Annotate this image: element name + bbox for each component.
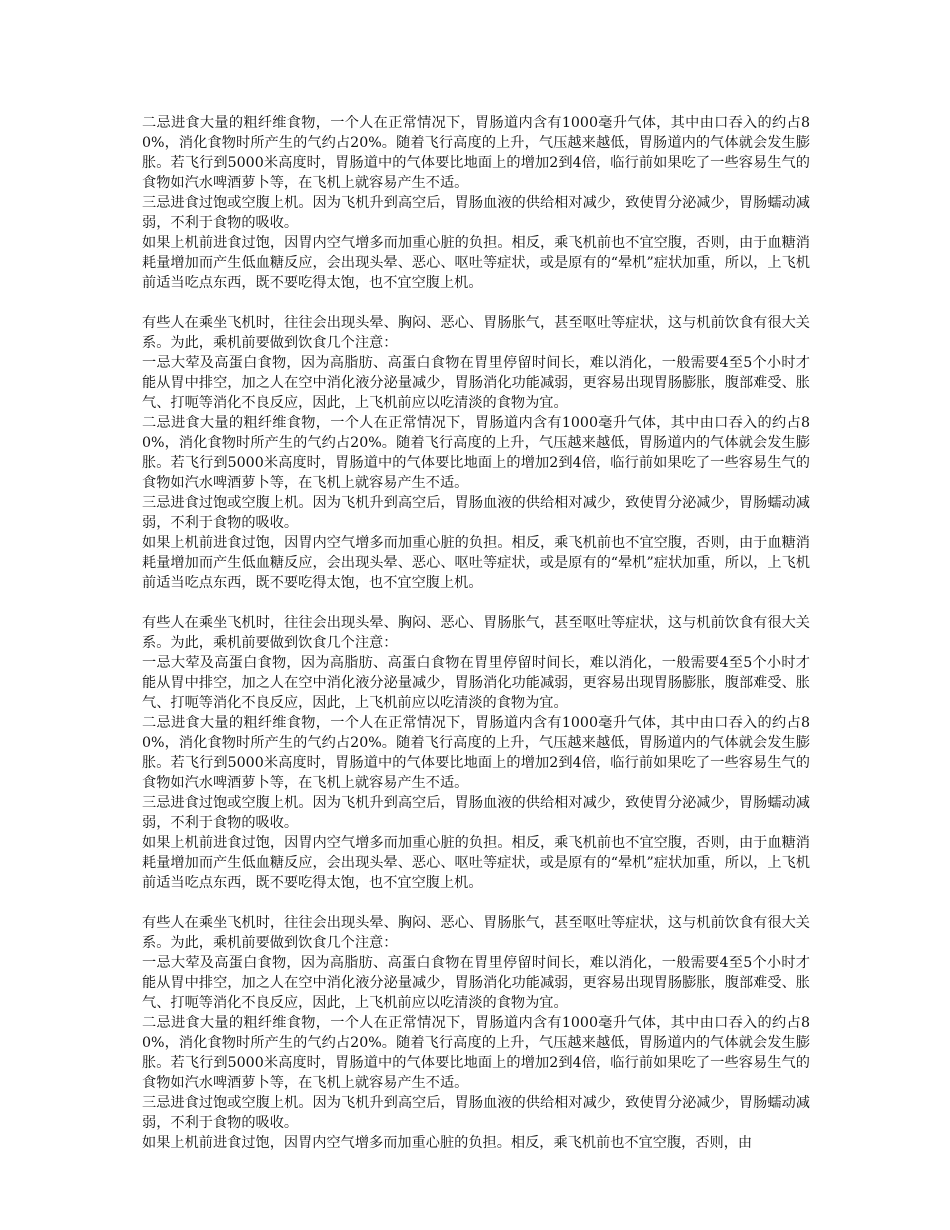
paragraph: 有些人在乘坐飞机时，往往会出现头晕、胸闷、恶心、胃肠胀气，甚至呕吐等症状，这与机前饮食有很大关系。为此，乘机前要做到饮食几个注意： bbox=[142, 315, 810, 351]
paragraph: 有些人在乘坐飞机时，往往会出现头晕、胸闷、恶心、胃肠胀气，甚至呕吐等症状，这与机前饮食有很大关系。为此，乘机前要做到饮食几个注意： bbox=[142, 915, 810, 951]
paragraph: 三忌进食过饱或空腹上机。因为飞机升到高空后，胃肠血液的供给相对减少，致使胃分泌减少，胃肠蠕动减弱，不利于食物的吸收。 bbox=[142, 495, 810, 531]
paragraph: 二忌进食大量的粗纤维食物，一个人在正常情况下，胃肠道内含有1000毫升气体，其中由口吞入的约占80%，消化食物时所产生的气约占20%。随着飞行高度的上升，气压越来越低，胃肠道内的气体就会发生膨胀。若飞行到5000米高度时，胃肠道中的气体要比地面上的增加2到4倍，临行前如果吃了一些容易生气的食物如汽水啤酒萝卜等，在飞机上就容易产生不适。 bbox=[142, 715, 810, 791]
paragraph: 二忌进食大量的粗纤维食物，一个人在正常情况下，胃肠道内含有1000毫升气体，其中由口吞入的约占80%，消化食物时所产生的气约占20%。随着飞行高度的上升，气压越来越低，胃肠道内的气体就会发生膨胀。若飞行到5000米高度时，胃肠道中的气体要比地面上的增加2到4倍，临行前如果吃了一些容易生气的食物如汽水啤酒萝卜等，在飞机上就容易产生不适。 bbox=[142, 1015, 810, 1091]
paragraph: 二忌进食大量的粗纤维食物，一个人在正常情况下，胃肠道内含有1000毫升气体，其中由口吞入的约占80%，消化食物时所产生的气约占20%。随着飞行高度的上升，气压越来越低，胃肠道内的气体就会发生膨胀。若飞行到5000米高度时，胃肠道中的气体要比地面上的增加2到4倍，临行前如果吃了一些容易生气的食物如汽水啤酒萝卜等，在飞机上就容易产生不适。 bbox=[142, 115, 810, 191]
paragraph: 一忌大荤及高蛋白食物，因为高脂肪、高蛋白食物在胃里停留时间长，难以消化，一般需要4至5个小时才能从胃中排空，加之人在空中消化液分泌量减少，胃肠消化功能减弱，更容易出现胃肠膨胀，腹部难受、胀气、打呃等消化不良反应，因此，上飞机前应以吃清淡的食物为宜。 bbox=[142, 955, 810, 1011]
blank-line bbox=[142, 593, 810, 613]
paragraph: 三忌进食过饱或空腹上机。因为飞机升到高空后，胃肠血液的供给相对减少，致使胃分泌减少，胃肠蠕动减弱，不利于食物的吸收。 bbox=[142, 795, 810, 831]
paragraph: 有些人在乘坐飞机时，往往会出现头晕、胸闷、恶心、胃肠胀气，甚至呕吐等症状，这与机前饮食有很大关系。为此，乘机前要做到饮食几个注意： bbox=[142, 615, 810, 651]
text-block-4 bbox=[142, 913, 810, 1153]
text-block-2 bbox=[142, 313, 810, 593]
paragraph: 一忌大荤及高蛋白食物，因为高脂肪、高蛋白食物在胃里停留时间长，难以消化，一般需要4至5个小时才能从胃中排空，加之人在空中消化液分泌量减少，胃肠消化功能减弱，更容易出现胃肠膨胀，腹部难受、胀气、打呃等消化不良反应，因此，上飞机前应以吃清淡的食物为宜。 bbox=[142, 355, 810, 411]
paragraph: 二忌进食大量的粗纤维食物，一个人在正常情况下，胃肠道内含有1000毫升气体，其中由口吞入的约占80%，消化食物时所产生的气约占20%。随着飞行高度的上升，气压越来越低，胃肠道内的气体就会发生膨胀。若飞行到5000米高度时，胃肠道中的气体要比地面上的增加2到4倍，临行前如果吃了一些容易生气的食物如汽水啤酒萝卜等，在飞机上就容易产生不适。 bbox=[142, 415, 810, 491]
paragraph: 如果上机前进食过饱，因胃内空气增多而加重心脏的负担。相反，乘飞机前也不宜空腹，否则，由于血糖消耗量增加而产生低血糖反应，会出现头晕、恶心、呕吐等症状，或是原有的“晕机”症状加重，所以，上飞机前适当吃点东西，既不要吃得太饱，也不宜空腹上机。 bbox=[142, 535, 810, 591]
paragraph: 三忌进食过饱或空腹上机。因为飞机升到高空后，胃肠血液的供给相对减少，致使胃分泌减少，胃肠蠕动减弱，不利于食物的吸收。 bbox=[142, 1095, 810, 1131]
blank-line bbox=[142, 293, 810, 313]
paragraph: 如果上机前进食过饱，因胃内空气增多而加重心脏的负担。相反，乘飞机前也不宜空腹，否则，由于血糖消耗量增加而产生低血糖反应，会出现头晕、恶心、呕吐等症状，或是原有的“晕机”症状加重，所以，上飞机前适当吃点东西，既不要吃得太饱，也不宜空腹上机。 bbox=[142, 835, 810, 891]
text-block-1 bbox=[142, 113, 810, 293]
blank-line bbox=[142, 893, 810, 913]
text-block-3 bbox=[142, 613, 810, 893]
paragraph: 三忌进食过饱或空腹上机。因为飞机升到高空后，胃肠血液的供给相对减少，致使胃分泌减少，胃肠蠕动减弱，不利于食物的吸收。 bbox=[142, 195, 810, 231]
paragraph: 如果上机前进食过饱，因胃内空气增多而加重心脏的负担。相反，乘飞机前也不宜空腹，否则，由于血糖消耗量增加而产生低血糖反应，会出现头晕、恶心、呕吐等症状，或是原有的“晕机”症状加重，所以，上飞机前适当吃点东西，既不要吃得太饱，也不宜空腹上机。 bbox=[142, 235, 810, 291]
document-page bbox=[142, 113, 810, 1153]
paragraph: 如果上机前进食过饱，因胃内空气增多而加重心脏的负担。相反，乘飞机前也不宜空腹，否则，由 bbox=[142, 1135, 753, 1151]
paragraph: 一忌大荤及高蛋白食物，因为高脂肪、高蛋白食物在胃里停留时间长，难以消化，一般需要4至5个小时才能从胃中排空，加之人在空中消化液分泌量减少，胃肠消化功能减弱，更容易出现胃肠膨胀，腹部难受、胀气、打呃等消化不良反应，因此，上飞机前应以吃清淡的食物为宜。 bbox=[142, 655, 810, 711]
